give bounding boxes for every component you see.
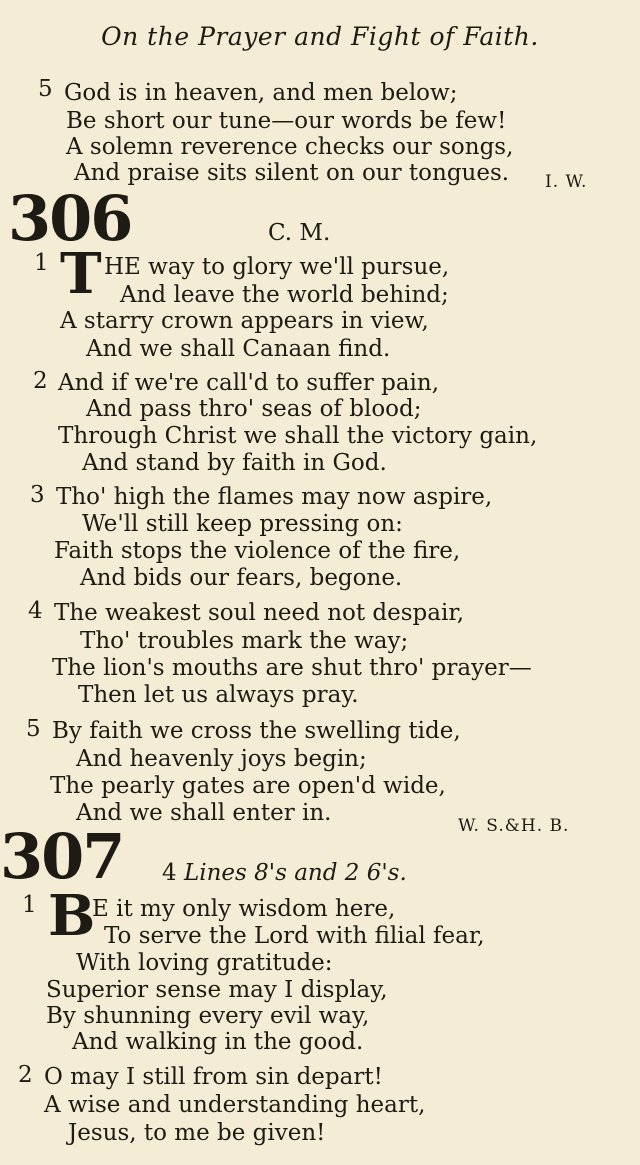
stanza-number: 2 <box>18 1062 33 1088</box>
verse-line: A solemn reverence checks our songs, <box>66 134 514 160</box>
verse-line: The weakest soul need not despair, <box>54 600 465 626</box>
verse-line: God is in heaven, and men below; <box>64 80 458 106</box>
drop-cap: T <box>60 241 102 307</box>
verse-line: And bids our fears, begone. <box>80 565 403 591</box>
attribution: W. S.&H. B. <box>458 816 570 836</box>
attribution: I. W. <box>545 172 588 192</box>
stanza-number: 5 <box>26 716 41 742</box>
verse-line: And pass thro' seas of blood; <box>86 396 422 422</box>
stanza-number: 1 <box>22 892 37 918</box>
verse-line: E it my only wisdom here, <box>92 896 396 922</box>
stanza-number: 1 <box>34 250 49 276</box>
hymn-number: 306 <box>8 182 132 255</box>
stanza-number: 5 <box>38 76 53 102</box>
stanza-number: 4 <box>28 598 43 624</box>
verse-line: And if we're call'd to suffer pain, <box>58 370 440 396</box>
verse-line: The pearly gates are open'd wide, <box>50 773 446 799</box>
meter: C. M. <box>268 220 331 246</box>
hymn-number: 307 <box>0 820 124 893</box>
verse-line: We'll still keep pressing on: <box>82 511 403 537</box>
verse-line: And stand by faith in God. <box>82 450 387 476</box>
verse-line: And praise sits silent on our tongues. <box>74 160 510 186</box>
stanza-number: 3 <box>30 482 45 508</box>
verse-line: A starry crown appears in view, <box>60 308 429 334</box>
meter-number: 4 <box>162 860 177 886</box>
drop-cap: B <box>48 883 96 949</box>
verse-line: Jesus, to me be given! <box>68 1120 326 1146</box>
verse-line: And we shall Canaan find. <box>86 336 391 362</box>
verse-line: To serve the Lord with filial fear, <box>104 923 485 949</box>
verse-line: Tho' troubles mark the way; <box>80 628 409 654</box>
verse-line: HE way to glory we'll pursue, <box>104 254 450 280</box>
verse-line: A wise and understanding heart, <box>44 1092 426 1118</box>
stanza-number: 2 <box>33 368 48 394</box>
verse-line: By faith we cross the swelling tide, <box>52 718 461 744</box>
verse-line: And heavenly joys begin; <box>76 746 367 772</box>
verse-line: Superior sense may I display, <box>46 977 388 1003</box>
verse-line: By shunning every evil way, <box>46 1003 370 1029</box>
verse-line: And leave the world behind; <box>120 282 449 308</box>
verse-line: The lion's mouths are shut thro' prayer— <box>52 655 532 681</box>
verse-line: And walking in the good. <box>72 1029 364 1055</box>
verse-line: Tho' high the flames may now aspire, <box>56 484 493 510</box>
running-head: On the Prayer and Fight of Faith. <box>101 22 539 51</box>
meter <box>162 862 407 885</box>
verse-line: O may I still from sin depart! <box>44 1064 383 1090</box>
verse-line: Be short our tune—our words be few! <box>66 108 507 134</box>
verse-line: Through Christ we shall the victory gain, <box>58 423 538 449</box>
verse-line: With loving gratitude: <box>76 950 333 976</box>
verse-line: Then let us always pray. <box>78 682 359 708</box>
meter-text: Lines 8's and 2 6's. <box>183 860 407 886</box>
verse-line: And we shall enter in. <box>76 800 332 826</box>
verse-line: Faith stops the violence of the fire, <box>54 538 461 564</box>
